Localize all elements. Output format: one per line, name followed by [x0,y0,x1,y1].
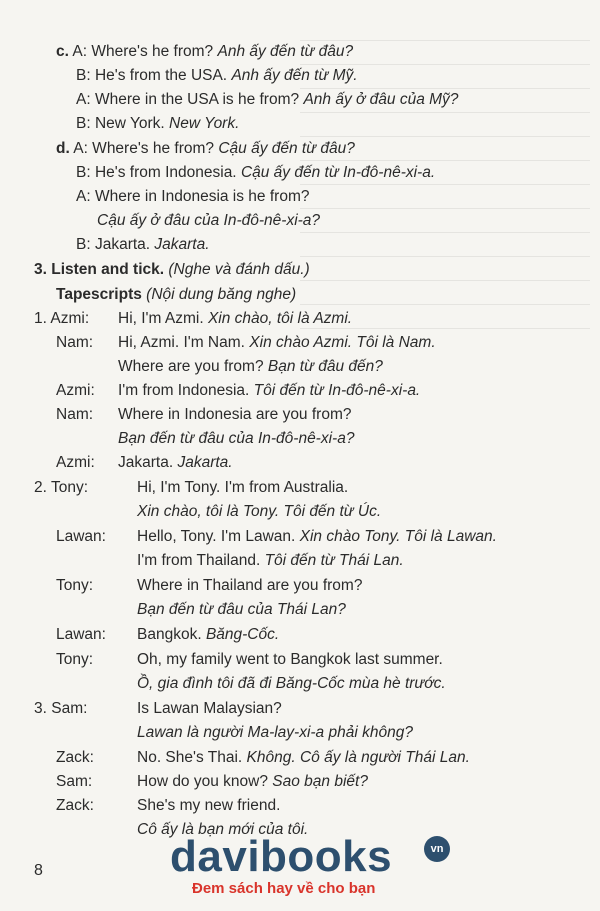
speaker-label: 1. Azmi: [34,310,90,327]
text-run: Hello, Tony. I'm Lawan. [137,528,300,545]
text-run: Hi, Azmi. I'm Nam. [118,334,250,351]
speaker-label: Tony: [56,651,94,668]
speaker-label: Tony: [56,577,94,594]
line-d3 [76,187,309,207]
item-marker: d. [56,140,70,157]
dialogue-text [137,576,362,596]
text-run: Jakarta. [154,236,210,253]
text-run: Oh, my family went to Bangkok last summer. [137,651,443,668]
dialogue-text [118,357,383,377]
text-run: A: Where in the USA is he from? [76,91,304,108]
speaker-label: Sam: [56,773,93,790]
text-run: I'm from Indonesia. [118,382,254,399]
text-run: No. She's Thai. [137,749,247,766]
line-d1 [56,139,355,159]
line-d2 [76,163,435,183]
text-run: Bạn từ đâu đến? [267,358,383,375]
text-run: Xin chào, tôi là Tony. Tôi đến từ Úc. [137,503,382,520]
text-run: How do you know? [137,773,273,790]
dialogue-text [137,527,497,547]
text-run: Cậu ấy đến từ In-đô-nê-xi-a. [240,164,436,181]
text-run: Lawan là người Ma-lay-xi-a phải không? [137,724,413,741]
text-run: Bangkok. [137,626,206,643]
text-run: Xin chào Tony. Tôi là Lawan. [299,528,497,545]
dialogue-text [137,699,282,719]
text-run: Bạn đến từ đâu của Thái Lan? [137,601,346,618]
speaker-label: 2. Tony: [34,479,89,496]
text-run: Anh ấy đến từ đâu? [217,43,354,60]
dialogue-text [118,333,436,353]
text-run: A: Where in Indonesia is he from? [76,188,310,205]
speaker-label: Zack: [56,797,94,814]
logo-books: books [260,832,393,881]
text-run: Cậu ấy đến từ đâu? [218,140,355,157]
text-run: Where in Indonesia are you from? [118,406,352,423]
text-run: Tapescripts [56,286,147,303]
text-run: A: Where's he from? [68,43,218,60]
text-run: Ồ, gia đình tôi đã đi Băng-Cốc mùa hè trước. [137,675,446,692]
text-run: I'm from Thailand. [137,552,265,569]
text-run: B: He's from Indonesia. [76,164,241,181]
dialogue-text [118,309,352,329]
speaker-label: 3. Sam: [34,700,88,717]
dialogue-text [137,674,446,694]
text-run: Cô ấy là bạn mới của tôi. [137,821,309,838]
logo-wordmark [170,832,392,882]
dialogue-text [137,772,368,792]
dialogue-text [118,429,354,449]
davibooks-logo [170,832,460,907]
text-run: (Nghe và đánh dấu.) [168,261,310,278]
line-d5 [76,235,210,255]
text-run: B: Jakarta. [76,236,155,253]
text-run: Hi, I'm Azmi. [118,310,208,327]
text-run: She's my new friend. [137,797,281,814]
page-number: 8 [34,862,43,879]
dialogue-text [137,748,470,768]
logo-vn-badge: vn [424,836,450,862]
dialogue-text [137,650,443,670]
speaker-label: Nam: [56,406,94,423]
logo-davi: davi [170,832,261,881]
line-tp [56,285,296,305]
text-run: Tôi đến từ Thái Lan. [264,552,404,569]
dialogue-text [137,796,280,816]
dialogue-text [118,405,351,425]
text-run: Cậu ấy ở đâu của In-đô-nê-xi-a? [97,212,321,229]
text-run: Anh ấy ở đâu của Mỹ? [303,91,459,108]
text-run: New York. [169,115,240,132]
speaker-label: Lawan: [56,528,106,545]
dialogue-text [137,478,348,498]
speaker-label: Azmi: [56,382,95,399]
text-run: 3. Listen and tick. [34,261,169,278]
line-c2 [76,66,358,86]
text-run: Jakarta. [118,454,178,471]
text-run: Jakarta. [177,454,233,471]
text-run: Xin chào Azmi. Tôi là Nam. [249,334,436,351]
text-run: Sao bạn biết? [272,773,368,790]
text-run: Không. Cô ấy là người Thái Lan. [246,749,470,766]
text-run: Hi, I'm Tony. I'm from Australia. [137,479,349,496]
line-c1 [56,42,353,62]
text-run: Where in Thailand are you from? [137,577,363,594]
text-run: Băng-Cốc. [205,626,280,643]
text-run: (Nội dung băng nghe) [146,286,297,303]
speaker-label: Azmi: [56,454,95,471]
text-run: Where are you from? [118,358,268,375]
text-run: Bạn đến từ đâu của In-đô-nê-xi-a? [118,430,355,447]
line-c3 [76,90,458,110]
item-marker: c. [56,43,69,60]
speaker-label: Lawan: [56,626,106,643]
speaker-label: Zack: [56,749,94,766]
dialogue-text [137,600,346,620]
dialogue-text [118,453,233,473]
dialogue-text [137,625,279,645]
text-run: Xin chào, tôi là Azmi. [207,310,353,327]
line-d4 [97,211,320,231]
dialogue-text [137,723,413,743]
text-run: A: Where's he from? [69,140,219,157]
line-s3 [34,260,310,280]
text-run: Anh ấy đến từ Mỹ. [231,67,358,84]
text-run: Tôi đến từ In-đô-nê-xi-a. [253,382,421,399]
speaker-label: Nam: [56,334,94,351]
dialogue-text [137,502,381,522]
line-c4 [76,114,239,134]
text-run: B: He's from the USA. [76,67,232,84]
text-run: Is Lawan Malaysian? [137,700,282,717]
dialogue-text [137,551,404,571]
logo-slogan: Đem sách hay về cho bạn [192,880,376,897]
text-run: B: New York. [76,115,170,132]
dialogue-text [118,381,420,401]
